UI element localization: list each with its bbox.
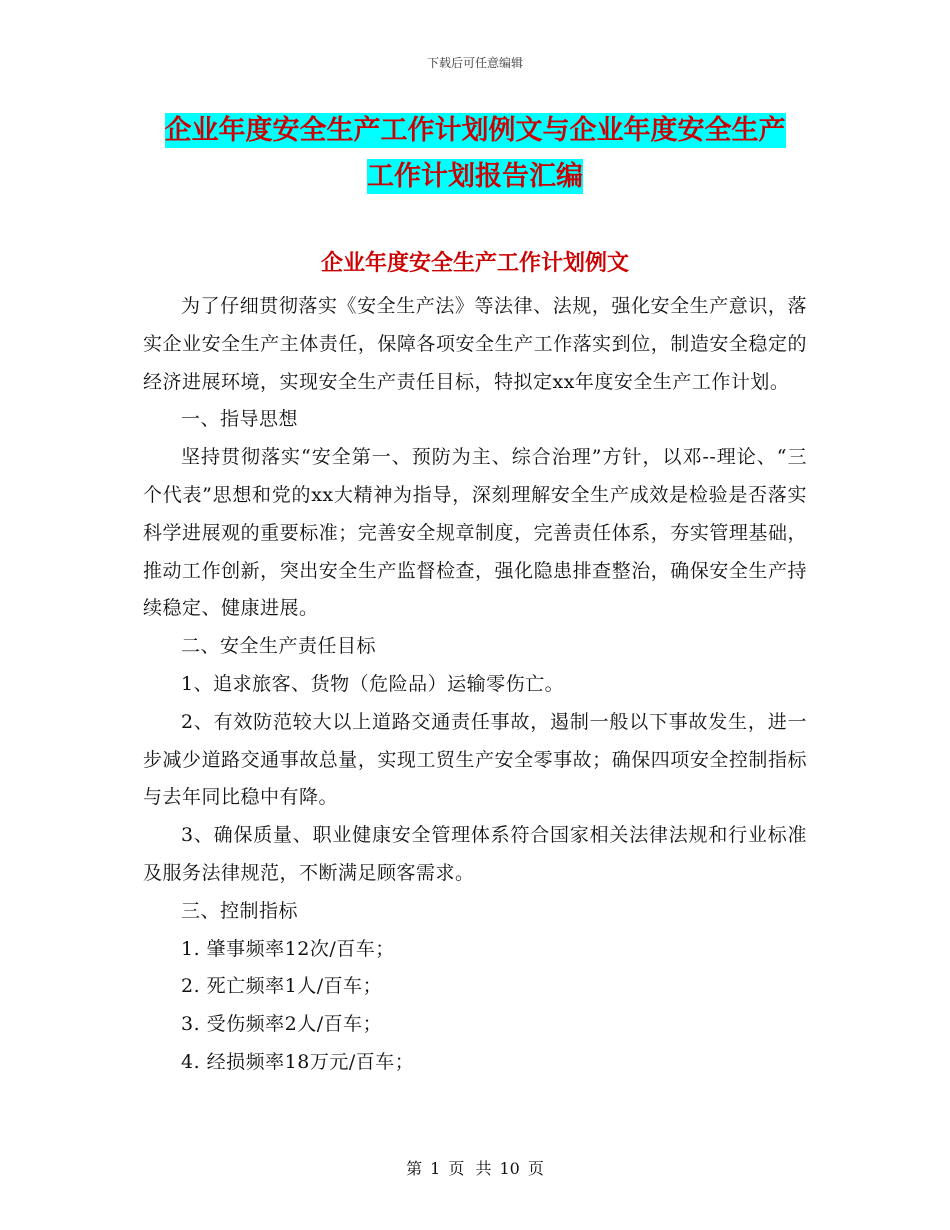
section-title: 企业年度安全生产工作计划例文 [320, 251, 629, 276]
heading-responsibility-goals: 二、安全生产责任目标 [181, 635, 377, 658]
list-item-indicator-4: 4. 经损频率18万元/百车； [181, 1050, 415, 1073]
body-text [143, 288, 807, 1082]
footer-prefix: 第 [406, 1159, 423, 1178]
list-item-indicator-1: 1. 肇事频率12次/百车； [181, 937, 395, 960]
page-footer [0, 1156, 950, 1179]
paragraph-intro: 为了仔细贯彻落实《安全生产法》等法律、法规，强化安全生产意识，落实企业安全生产主体责任，保障各项安全生产工作落实到位，制造安全稳定的经济进展环境，实现安全生产责任目标，特拟定xx年度安全生产工作计划。 [143, 295, 807, 393]
footer-suffix: 页 [527, 1159, 544, 1178]
paragraph-guiding-ideology: 坚持贯彻落实“安全第一、预防为主、综合治理”方针，以邓--理论、“三个代表”思想和党的xx大精神为指导，深刻理解安全生产成效是检验是否落实科学进展观的重要标准；完善安全规章制度，完善责任体系，夯实管理基础，推动工作创新，突出安全生产监督检查，强化隐患排查整治，确保安全生产持续稳定、健康进展。 [143, 446, 807, 620]
footer-mid: 页 共 [448, 1159, 492, 1178]
footer-page-number: 1 [430, 1159, 441, 1178]
paragraph-goal-2: 2、有效防范较大以上道路交通责任事故，遏制一般以下事故发生，进一步减少道路交通事故总量，实现工贸生产安全零事故；确保四项安全控制指标与去年同比稳中有降。 [143, 710, 807, 809]
footer-total-pages: 10 [499, 1159, 520, 1178]
list-item-indicator-3: 3. 受伤频率2人/百车； [181, 1013, 383, 1036]
header-note: 下载后可任意编辑 [426, 56, 523, 70]
main-title-line1: 企业年度安全生产工作计划例文与企业年度安全生产 [164, 115, 786, 146]
heading-control-indicators: 三、控制指标 [181, 899, 299, 922]
heading-guiding-ideology: 一、指导思想 [181, 408, 299, 431]
main-title-line2: 工作计划报告汇编 [367, 161, 583, 192]
main-title [145, 108, 805, 200]
paragraph-goal-3: 3、确保质量、职业健康安全管理体系符合国家相关法律法规和行业标准及服务法律规范，不断满足顾客需求。 [143, 824, 807, 884]
paragraph-goal-1: 1、追求旅客、货物（危险品）运输零伤亡。 [181, 672, 565, 695]
list-item-indicator-2: 2. 死亡频率1人/百车； [181, 975, 383, 998]
